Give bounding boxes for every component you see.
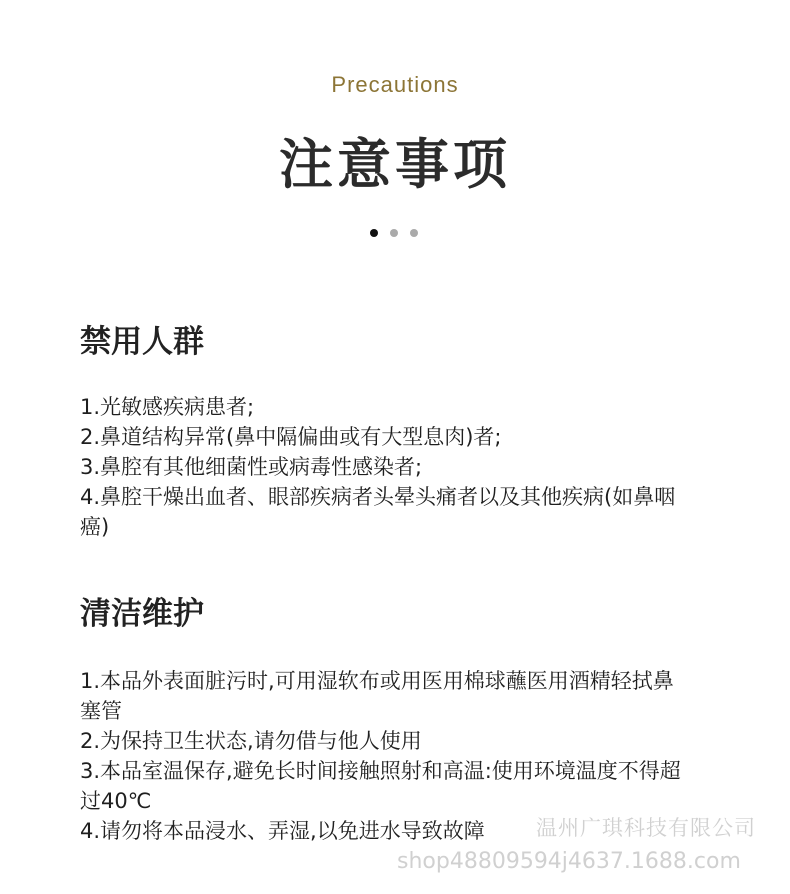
carousel-dot-2[interactable] — [390, 229, 398, 237]
watermark-shop-url: shop48809594j4637.1688.com — [397, 849, 741, 874]
cleaning-section — [80, 594, 720, 846]
list-item: 4.请勿将本品浸水、弄湿,以免进水导致故障 — [80, 819, 485, 843]
watermark-company: 温州广琪科技有限公司 — [536, 816, 756, 840]
list-item: 1.光敏感疾病患者; — [80, 395, 255, 419]
list-item: 1.本品外表面脏污时,可用湿软布或用医用棉球蘸医用酒精轻拭鼻塞管 — [80, 669, 674, 723]
section-heading: 禁用人群 — [80, 324, 204, 360]
list-item: 4.鼻腔干燥出血者、眼部疾病者头晕头痛者以及其他疾病(如鼻咽癌) — [80, 485, 676, 539]
contraindications-section — [80, 322, 720, 542]
carousel-dot-3[interactable] — [410, 229, 418, 237]
list-item: 3.本品室温保存,避免长时间接触照射和高温:使用环境温度不得超过40℃ — [80, 759, 681, 813]
carousel-dot-1[interactable] — [370, 229, 378, 237]
contraindications-list — [80, 392, 680, 542]
page-subtitle: Precautions — [331, 72, 459, 97]
page-title: 注意事项 — [279, 133, 511, 196]
list-item: 2.为保持卫生状态,请勿借与他人使用 — [80, 729, 422, 753]
carousel-indicator — [370, 229, 418, 237]
list-item: 3.鼻腔有其他细菌性或病毒性感染者; — [80, 455, 423, 479]
section-heading: 清洁维护 — [80, 596, 204, 632]
list-item: 2.鼻道结构异常(鼻中隔偏曲或有大型息肉)者; — [80, 425, 502, 449]
